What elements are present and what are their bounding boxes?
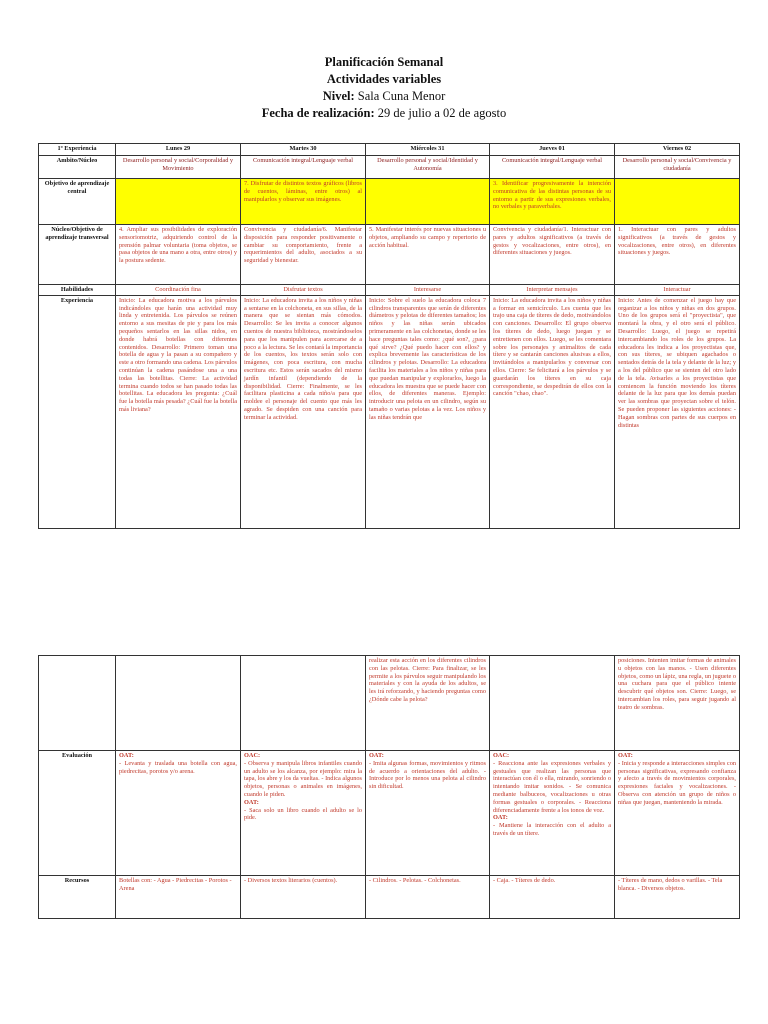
document-header [0, 54, 768, 122]
eval-head-2: OAT: [493, 814, 508, 822]
eval-body: - Observa y manipula libros infantiles cuando un adulto se los alcanza, por ejemplo: mira la tapa, los abre y los da vueltas. - Indica algunos objetos, personas o animales en imágenes, cuando le piden. [244, 759, 362, 798]
objetivo-row [39, 179, 740, 225]
objetivo-cell [615, 179, 740, 225]
experiencia-continuation-row [39, 656, 740, 751]
experiencia-cell: Inicio: Sobre el suelo la educadora coloca 7 cilindros transparentes que serán de diferentes diámetros y pelotas de diferentes tamaños; los niños y las niñas serán ubicados primeramente en las colchonetas, donde se les hace preguntas tales como: ¿qué son?, ¿para qué sirve? ¿Qué puedo hacer con ellos? y explica brevemente las características de los cilindros y pelotas. Desarrollo: La educadora facilita los materiales a los niños y niñas para que puedan manipular y explorarlos, luego la educadora les muestra que se puede hacer con ellos, de diferentes maneras. Ejemplo: introducir una pelota en un cilindro, según su tamaño o varias pelotas a la vez. Los niños y las niñas tendrán que [366, 295, 490, 528]
evaluacion-cell [366, 751, 490, 876]
eval-head: OAT: [618, 752, 633, 759]
objetivo-label: Objetivo de aprendizaje central [39, 179, 116, 225]
nucleo-cell: Convivencia y ciudadanía/1. Interactuar con pares y adultos significativos (a través de gestos y vocalizaciones, entre otros), en diferentes situaciones y juegos. [490, 225, 615, 285]
ambito-cell: Comunicación integral/Lenguaje verbal [241, 156, 366, 179]
continuation-cell: posiciones. Intenten imitar formas de animales u objetos con las manos. - Usen diferentes objetos, como un lápiz, una regla, un juguete o una cuchara para que el público intente descubrir qué objetos son. Cierre: Luego, se intercambian los roles, para seguir jugando al teatro de sombras. [615, 656, 740, 751]
doc-subtitle: Actividades variables [326, 72, 442, 86]
objetivo-cell [366, 179, 490, 225]
nivel-label: Nivel: [322, 89, 355, 103]
doc-title: Planificación Semanal [324, 55, 444, 69]
eval-head: OAT: [369, 752, 384, 759]
continuation-cell [490, 656, 615, 751]
day-header: Lunes 29 [116, 144, 241, 156]
experiencia-label: Experiencia [39, 295, 116, 528]
experiencia-cell: Inicio: La educadora invita a los niños y niñas a formar en semicírculo. Les cuenta que les trajo una caja de títeres de dedo, motivándolos con canciones. Desarrollo: El grupo observa los títeres de dedo, luego juegan y se entretienen con ellos. Luego, se les comentara sobre los personajes y animalitos de cada títere y se cantarán canciones alusivas a ellos, invitándolos a manipularlos y conversar con ellos. Cierre: Se felicitará a los párvulos y se guardarán los títeres en su caja correspondiente, se despedirán de ellos con la canción "chao, chao". [490, 295, 615, 528]
day-header: Martes 30 [241, 144, 366, 156]
header-row [39, 144, 740, 156]
continuation-cell [241, 656, 366, 751]
continuation-cell: realizar esta acción en los diferentes cilindros con las pelotas. Cierre: Para finalizar, se les permite a los párvulos seguir manipulando los materiales y con la ayuda de los adultos, se les irá reforzando, y haciendo preguntas como ¿Dónde cabe la pelota? [366, 656, 490, 751]
ambito-cell: Desarrollo personal y social/Corporalidad y Movimiento [116, 156, 241, 179]
empty-label-cell [39, 656, 116, 751]
eval-body-2: - Mantiene la interacción con el adulto a través de un títere. [493, 822, 611, 837]
recursos-label: Recursos [39, 876, 116, 919]
eval-head: OAC: [493, 752, 510, 759]
evaluacion-cell [241, 751, 366, 876]
nucleo-cell: 1. Interactuar con pares y adultos significativos (a través de gestos y vocalizaciones, entre otros), en diferentes situaciones y juegos. [615, 225, 740, 285]
evaluacion-cell [490, 751, 615, 876]
habilidad-cell: Interesarse [366, 285, 490, 296]
nucleo-cell: 5. Manifestar interés por nuevas situaciones u objetos, ampliando su campo y repertorio de acción habitual. [366, 225, 490, 285]
nucleo-cell: Convivencia y ciudadanía/6. Manifestar disposición para responder positivamente o cambiar su comportamiento, frente a requerimientos del adulto, asociados a su seguridad y bienestar. [241, 225, 366, 285]
ambito-label: Ambito/Núcleo [39, 156, 116, 179]
planning-table-page1 [38, 143, 740, 529]
habilidades-row [39, 285, 740, 296]
eval-body: - Imita algunas formas, movimientos y ritmos de acuerdo a orientaciones del adulto. - Introduce por lo menos una pelota al cilindro sin dificultad. [369, 759, 486, 791]
nucleo-label: Núcleo/Objetivo de aprendizaje transversal [39, 225, 116, 285]
fecha-label: Fecha de realización: [261, 106, 375, 120]
nivel-value: Sala Cuna Menor [357, 89, 446, 103]
habilidad-cell: Interpretar mensajes [490, 285, 615, 296]
habilidad-cell: Disfrutar textos [241, 285, 366, 296]
recursos-cell: - Títeres de mano, dedos o varillas. - Tela blanca. - Diversos objetos. [615, 876, 740, 919]
eval-head: OAC: [244, 752, 261, 759]
recursos-cell: - Caja. - Títeres de dedo. [490, 876, 615, 919]
continuation-cell [116, 656, 241, 751]
habilidades-label: Habilidades [39, 285, 116, 296]
day-header: Viernes 02 [615, 144, 740, 156]
evaluacion-cell [116, 751, 241, 876]
ambito-cell: Comunicación integral/Lenguaje verbal [490, 156, 615, 179]
objetivo-cell: 3. Identificar progresivamente la intención comunicativa de las distintas personas de su entorno a partir de sus expresiones verbales, no verbales y paraverbales. [490, 179, 615, 225]
nucleo-cell: 4. Ampliar sus posibilidades de exploración sensoriomotriz, adquiriendo control de la prensión palmar voluntaria (toma objetos, se pasa objetos de una mano a otra, entre otros) y la postura sedente. [116, 225, 241, 285]
nucleo-row [39, 225, 740, 285]
day-header: Miércoles 31 [366, 144, 490, 156]
recursos-row [39, 876, 740, 919]
objetivo-cell [116, 179, 241, 225]
evaluacion-label: Evaluación [39, 751, 116, 876]
experiencia-cell: Inicio: La educadora motiva a los párvulos indicándoles que harán una actividad muy linda y entretenida. Los párvulos se reúnen entorno a sus mesitas de pie y para los más pequeños sentarlos en las sillas nidos, en donde habrá botellas con diferentes contenidos. Desarrollo: Primero toman una botella de agua y la pasan a su compañero y este a otro formando una cadena. Los párvulos continúan la cadena pasándose una a una todas las botellitas. Cierre: La actividad termina cuando todos se han pasado todas las botellitas. La educadora les pregunta: ¿Cuál fue la botella más pesada? ¿Cuál fue la botella más liviana? [116, 295, 241, 528]
eval-head: OAT: [119, 752, 134, 759]
experiencia-cell: Inicio: La educadora invita a los niños y niñas a sentarse en la colchoneta, en sus sillas, de la manera que se sientan más cómodos. Desarrollo: Se les invita a conocer algunos cuentos de nuestra biblioteca, mostrándoselos para que los manipulen para acercarse de a poco a la lectura. Se les contará la importancia de los cuentos, los textos serán solo con imágenes, con poca escritura, con mucha escritura etc. Estos serán sacados del mismo jardín infantil (dependiendo de la disponibilidad. Cierre: Finalmente, se les facilitara plasticina a cada niño/a para que moldee el personaje del cuento que más les agrado. Se despiden con una canción para terminar la actividad. [241, 295, 366, 528]
eval-body: - Reacciona ante las expresiones verbales y gestuales que realizan las personas que interactúan con él o ella, mirando, sonriendo o intentando imitar sonidos. - Se comunica mediante balbuceos, vocalizaciones u otras formas gestuales o corporales. - Reacciona diferenciadamente frente a los tonos de voz. [493, 759, 611, 814]
nivel-line [0, 88, 768, 105]
ambito-cell: Desarrollo personal y social/Convivencia y ciudadanía [615, 156, 740, 179]
evaluacion-cell [615, 751, 740, 876]
recursos-cell: - Cilindros. - Pelotas. - Colchonetas. [366, 876, 490, 919]
evaluacion-row [39, 751, 740, 876]
experiencia-cell: Inicio: Antes de comenzar el juego hay que organizar a los niños y niñas en dos grupos. Uno de los grupos será el "proyectista", que montará la obra, y el otro será el público. Desarrollo: Luego, el juego se repetirá intercambiando los roles de los grupos. La educadora les indica a los proyectistas que, con sus títeres, se ubiquen agachados o sentados detrás de la tela y delante de la luz; y a los del público que se sienten del otro lado de la tela. Avisarles a los proyectistas que comiencen la función moviendo los títeres delante de la luz para que los demás puedan ver las sombras que proyectan sobre el telón. Se pueden proponer las siguientes acciones: - Hagan sombras con partes de sus cuerpos en distintas [615, 295, 740, 528]
habilidad-cell: Interactuar [615, 285, 740, 296]
recursos-cell: - Diversos textos literarios (cuentos). [241, 876, 366, 919]
habilidad-cell: Coordinación fina [116, 285, 241, 296]
ambito-row [39, 156, 740, 179]
experiencia-row [39, 295, 740, 528]
recursos-cell: Botellas con: - Agua - Piedrecitas - Porotos - Arena [116, 876, 241, 919]
experience-col-header: 1º Experiencia [39, 144, 116, 156]
fecha-value: 29 de julio a 02 de agosto [377, 106, 507, 120]
planning-table-page2 [38, 655, 740, 919]
eval-body: - Levanta y traslada una botella con agua, piedrecitas, porotos y/o arena. [119, 759, 237, 775]
objetivo-cell: 7. Disfrutar de distintos textos gráficos (libros de cuentos, láminas, entre otros) al manipularlos y observar sus imágenes. [241, 179, 366, 225]
day-header: Jueves 01 [490, 144, 615, 156]
eval-body-2: - Saca solo un libro cuando el adulto se lo pide. [244, 806, 362, 822]
eval-body: - Inicia y responde a interacciones simples con personas significativas, expresando confianza y afecto a través de movimientos corporales, expresiones faciales y vocalizaciones. - Observa con atención un grupo de niños o niñas que juegan, manteniendo la mirada. [618, 759, 736, 806]
fecha-line [0, 105, 768, 122]
eval-head-2: OAT: [244, 798, 259, 806]
ambito-cell: Desarrollo personal y social/Identidad y Autonomía [366, 156, 490, 179]
